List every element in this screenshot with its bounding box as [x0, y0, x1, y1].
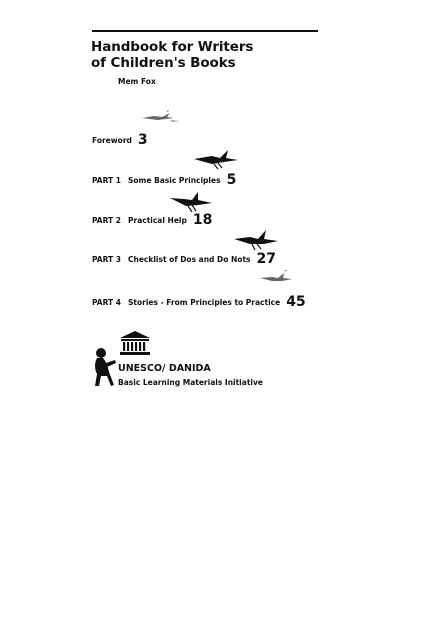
toc-entry-part-1[interactable]	[92, 168, 236, 188]
toc-part: PART 1	[92, 176, 121, 185]
book-title-line-2: of Children's Books	[91, 55, 236, 71]
toc-entry-part-3[interactable]	[92, 247, 276, 267]
toc-page: 45	[286, 294, 306, 310]
bird-icon	[258, 270, 298, 286]
toc-page: 3	[137, 132, 148, 148]
toc-part: PART 4	[92, 298, 121, 307]
toc-part: PART 3	[92, 255, 121, 264]
toc-title: Stories - From Principles to Practice	[128, 298, 281, 307]
reading-figure-icon	[89, 346, 119, 390]
bird-icon	[140, 110, 184, 124]
toc-page: 18	[192, 212, 213, 228]
toc-entry-foreword[interactable]	[92, 128, 148, 148]
title-rule	[92, 30, 318, 32]
toc-entry-part-4[interactable]	[92, 290, 306, 310]
author-name: Mem Fox	[118, 77, 156, 86]
book-title-line-1: Handbook for Writers	[91, 39, 254, 55]
toc-page: 27	[256, 251, 276, 267]
book-title	[91, 39, 253, 71]
toc-title: Checklist of Dos and Do Nots	[128, 255, 251, 264]
toc-page: 5	[226, 172, 237, 188]
unesco-temple-logo	[118, 330, 152, 356]
publisher-subtitle: Basic Learning Materials Initiative	[118, 378, 263, 387]
toc-title: Practical Help	[128, 216, 187, 225]
publisher-name: UNESCO/ DANIDA	[118, 363, 211, 374]
toc-part: PART 2	[92, 216, 121, 225]
toc-entry-part-2[interactable]	[92, 208, 212, 228]
toc-title: Foreword	[92, 136, 132, 145]
toc-title: Some Basic Principles	[128, 176, 221, 185]
